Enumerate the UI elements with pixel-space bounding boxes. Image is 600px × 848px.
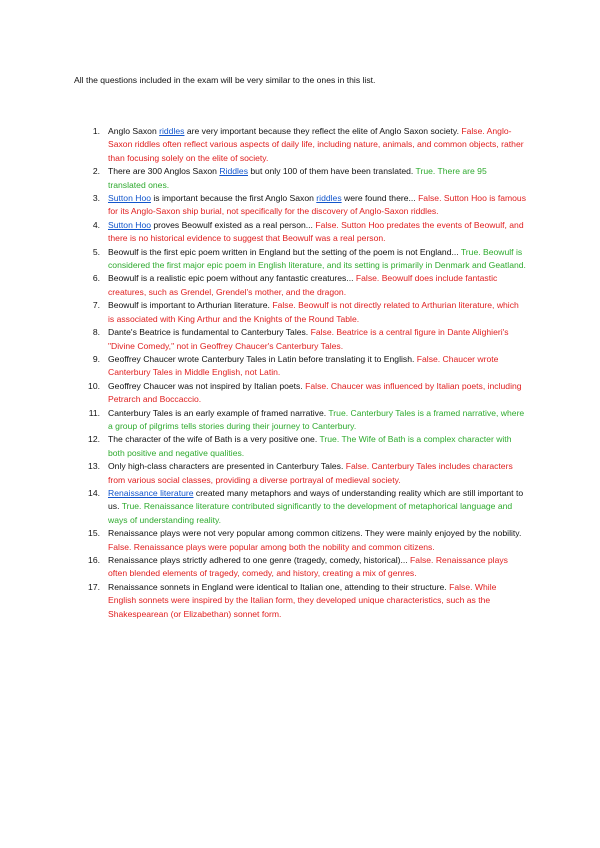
question-item bbox=[82, 460, 526, 487]
statement-text: There are 300 Anglos Saxon bbox=[108, 166, 220, 177]
question-number: 3. bbox=[92, 193, 100, 204]
statement-text: Renaissance plays strictly adhered to one genre (tragedy, comedy, historical)... bbox=[108, 555, 411, 565]
answer-false: False. Sutton Hoo predates the events of Beowulf, and there is no historical evidence to suggest that Beowulf was a real person. bbox=[108, 219, 524, 244]
question-item bbox=[82, 165, 526, 192]
statement-text: but only 100 of them have been translated. bbox=[248, 166, 416, 177]
question-text bbox=[108, 380, 526, 407]
question-item bbox=[82, 380, 526, 407]
question-number: 14. bbox=[88, 487, 100, 498]
question-item bbox=[82, 326, 526, 353]
statement-text: Anglo Saxon bbox=[108, 126, 160, 136]
statement-text: Beowulf is important to Arthurian literature. bbox=[108, 300, 273, 311]
answer-true: True. Beowulf is considered the first major epic poem in English literature, and its setting is primarily in Denmark and Geatland. bbox=[108, 246, 526, 271]
statement-text: Only high-class characters are presented in Canterbury Tales. bbox=[108, 461, 346, 472]
term-link[interactable]: riddles bbox=[316, 193, 342, 204]
question-text bbox=[108, 581, 526, 621]
question-item bbox=[82, 299, 526, 326]
answer-false: False. Canterbury Tales includes characters from various social classes, providing a diverse portrayal of medieval society. bbox=[108, 461, 513, 485]
question-text bbox=[108, 353, 526, 380]
question-number: 5. bbox=[92, 246, 100, 257]
question-number: 1. bbox=[92, 126, 100, 136]
answer-true: True. The Wife of Bath is a complex character with both positive and negative qualities. bbox=[108, 434, 512, 458]
question-text bbox=[108, 460, 526, 487]
question-number: 11. bbox=[88, 407, 100, 418]
question-text bbox=[108, 554, 526, 581]
question-text bbox=[108, 407, 526, 434]
term-link[interactable]: Renaissance literature bbox=[108, 487, 194, 498]
statement-text: Dante's Beatrice is fundamental to Canterbury Tales. bbox=[108, 327, 311, 338]
question-number: 2. bbox=[92, 166, 100, 177]
term-link[interactable]: Riddles bbox=[219, 166, 248, 177]
statement-text: Beowulf is the first epic poem written in England but the setting of the poem is not England... bbox=[108, 246, 461, 257]
question-text bbox=[108, 487, 526, 527]
answer-true: True. There are 95 translated ones. bbox=[108, 166, 487, 190]
statement-text: The character of the wife of Bath is a very positive one. bbox=[108, 434, 320, 445]
question-number: 8. bbox=[92, 327, 100, 338]
statement-text: Geoffrey Chaucer wrote Canterbury Tales in Latin before translating it to English. bbox=[108, 353, 417, 364]
answer-false: False. Chaucer wrote Canterbury Tales in Middle English, not Latin. bbox=[108, 353, 499, 378]
statement-text: proves Beowulf existed as a real person... bbox=[151, 219, 316, 230]
question-text bbox=[108, 165, 526, 192]
question-item bbox=[82, 192, 526, 219]
question-item bbox=[82, 246, 526, 273]
answer-false: False. Beowulf does include fantastic creatures, such as Grendel, Grendel's mother, and the dragon. bbox=[108, 273, 498, 297]
statement-text: is important because the first Anglo Saxon bbox=[151, 193, 317, 204]
answer-false: False. Beatrice is a central figure in Dante Alighieri's "Divine Comedy," not in Geoffrey Chaucer's Canterbury Tales. bbox=[108, 327, 509, 351]
statement-text: Canterbury Tales is an early example of framed narrative. bbox=[108, 407, 329, 418]
question-text bbox=[108, 527, 526, 554]
statement-text: Renaissance sonnets in England were identical to Italian one, attending to their structure. bbox=[108, 581, 450, 592]
question-number: 17. bbox=[88, 581, 100, 592]
question-item bbox=[82, 407, 526, 434]
question-item bbox=[82, 581, 526, 621]
answer-true: True. Canterbury Tales is a framed narrative, where a group of pilgrims tells stories during their journey to Canterbury. bbox=[108, 407, 525, 431]
answer-false: False. Renaissance plays were popular among both the nobility and common citizens. bbox=[108, 541, 435, 552]
term-link[interactable]: riddles bbox=[159, 126, 185, 136]
question-item bbox=[82, 527, 526, 554]
intro-text: All the questions included in the exam will be very similar to the ones in this list. bbox=[74, 75, 376, 85]
question-number: 16. bbox=[88, 555, 100, 565]
question-item bbox=[82, 433, 526, 460]
question-item bbox=[82, 353, 526, 380]
question-number: 6. bbox=[92, 273, 100, 284]
question-item bbox=[82, 272, 526, 299]
question-text bbox=[108, 326, 526, 353]
statement-text: were found there... bbox=[341, 193, 419, 204]
question-text bbox=[108, 192, 526, 219]
question-item bbox=[82, 219, 526, 246]
answer-false: False. Beowulf is not directly related to Arthurian literature, which is associated with King Arthur and the Knights of the Round Table. bbox=[108, 300, 519, 324]
question-list bbox=[82, 125, 526, 621]
question-item bbox=[82, 554, 526, 581]
answer-false: False. Anglo-Saxon riddles often reflect various aspects of daily life, including nature, animals, and common objects, rather than focusing solely on the elite of society. bbox=[108, 126, 524, 163]
answer-true: True. Renaissance literature contributed significantly to the development of metaphorical language and ways of understanding reality. bbox=[108, 501, 513, 525]
question-number: 9. bbox=[92, 353, 100, 364]
question-item bbox=[82, 487, 526, 527]
question-number: 4. bbox=[92, 219, 100, 230]
answer-false: False. While English sonnets were inspired by the Italian form, they developed unique characteristics, such as the Shakespearean (or Elizabethan) sonnet form. bbox=[108, 581, 497, 619]
question-text bbox=[108, 219, 526, 246]
question-text bbox=[108, 125, 526, 165]
statement-text: Geoffrey Chaucer was not inspired by Italian poets. bbox=[108, 380, 306, 391]
answer-false: False. Renaissance plays often blended elements of tragedy, comedy, and history, creating a mix of genres. bbox=[108, 555, 508, 579]
question-text bbox=[108, 299, 526, 326]
question-item bbox=[82, 125, 526, 165]
answer-false: False. Chaucer was influenced by Italian poets, including Petrarch and Boccaccio. bbox=[108, 380, 522, 405]
statement-text: created many metaphors and ways of understanding reality which are still important to us. bbox=[108, 487, 524, 512]
question-number: 10. bbox=[88, 380, 100, 391]
term-link[interactable]: Sutton Hoo bbox=[108, 219, 151, 230]
answer-false: False. Sutton Hoo is famous for its Anglo-Saxon ship burial, not specifically for the discovery of Anglo-Saxon riddles. bbox=[108, 193, 527, 217]
term-link[interactable]: Sutton Hoo bbox=[108, 193, 151, 204]
question-number: 12. bbox=[88, 434, 100, 445]
statement-text: are very important because they reflect the elite of Anglo Saxon society. bbox=[184, 126, 462, 136]
statement-text: Beowulf is a realistic epic poem without any fantastic creatures... bbox=[108, 273, 356, 284]
question-number: 7. bbox=[92, 300, 100, 311]
question-text bbox=[108, 272, 526, 299]
question-text bbox=[108, 246, 526, 273]
question-number: 15. bbox=[88, 528, 100, 539]
question-number: 13. bbox=[88, 461, 100, 472]
question-text bbox=[108, 433, 526, 460]
statement-text: Renaissance plays were not very popular among common citizens. They were mainly enjoyed by the nobility. bbox=[108, 528, 522, 539]
